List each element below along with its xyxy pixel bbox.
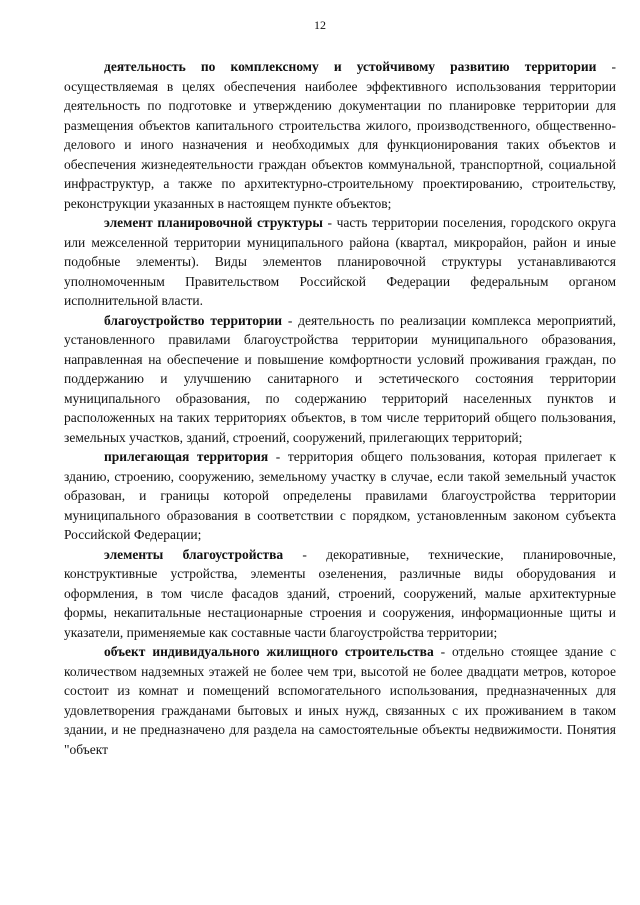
defined-term: благоустройство территории xyxy=(104,312,283,328)
definition-paragraph xyxy=(64,447,616,545)
definition-paragraph xyxy=(64,311,616,448)
definition-text: - деятельность по реализации комплекса мероприятий, установленного правилами благоустройства территории муниципального образования, направленная на обеспечение и повышение комфортности условий проживания граждан, по поддержанию и улучшению санитарного и эстетического состояния территории муниципального образования, по содержанию территорий населенных пунктов и расположенных на таких территориях объектов, в том числе территорий общего пользования, земельных участков, зданий, строений, сооружений, прилегающих территорий; xyxy=(64,312,616,445)
definition-text: - часть территории поселения, городского округа или межселенной территории муниципального района (квартал, микрорайон, район и иные подобные элементы). Виды элементов планировочной структуры устанавливаются уполномоченным Правительством Российской Федерации федеральным органом исполнительной власти. xyxy=(64,215,616,308)
definition-text: - территория общего пользования, которая прилегает к зданию, строению, сооружению, земельному участку в случае, если такой земельный участок образован, и границы которой определены правилами благоустройства территории муниципального образования в соответствии с порядком, установленным законом субъекта Российской Федерации; xyxy=(64,449,616,542)
defined-term: деятельность по комплексному и устойчивому развитию территории xyxy=(104,59,597,74)
definition-paragraph xyxy=(64,213,616,311)
definition-paragraph xyxy=(64,57,616,213)
page-number: 12 xyxy=(314,18,326,32)
document-body xyxy=(64,57,616,759)
definition-text: - отдельно стоящее здание с количеством надземных этажей не более чем три, высотой не более двадцати метров, которое состоит из комнат и помещений вспомогательного использования, предназначенных для удовлетворения гражданами бытовых и иных нужд, связанных с их проживанием в таком здании, и не предназначено для раздела на самостоятельные объекты недвижимости. Понятия "объект xyxy=(64,644,616,757)
definition-paragraph xyxy=(64,642,616,759)
defined-term: элемент планировочной структуры xyxy=(104,215,323,230)
definition-paragraph xyxy=(64,545,616,643)
definition-text: - декоративные, технические, планировочные, конструктивные устройства, элементы озеленения, различные виды оборудования и оформления, в том числе фасадов зданий, строений, сооружений, малые архитектурные формы, некапитальные нестационарные строения и сооружения, информационные щиты и указатели, применяемые как составные части благоустройства территории; xyxy=(64,546,616,640)
definition-text: - осуществляемая в целях обеспечения наиболее эффективного использования территории деятельность по подготовке и утверждению документации по планировке территории для размещения объектов капитального строительства жилого, производственного, общественно-делового и иного назначения и необходимых для функционирования таких объектов и обеспечения жизнедеятельности граждан объектов коммунальной, транспортной, социальной инфраструктур, а также по архитектурно-строительному проектированию, строительству, реконструкции указанных в настоящем пункте объектов; xyxy=(64,59,616,211)
defined-term: объект индивидуального жилищного строительства xyxy=(104,644,434,659)
defined-term: прилегающая территория xyxy=(104,449,269,464)
defined-term: элементы благоустройства xyxy=(104,546,284,562)
